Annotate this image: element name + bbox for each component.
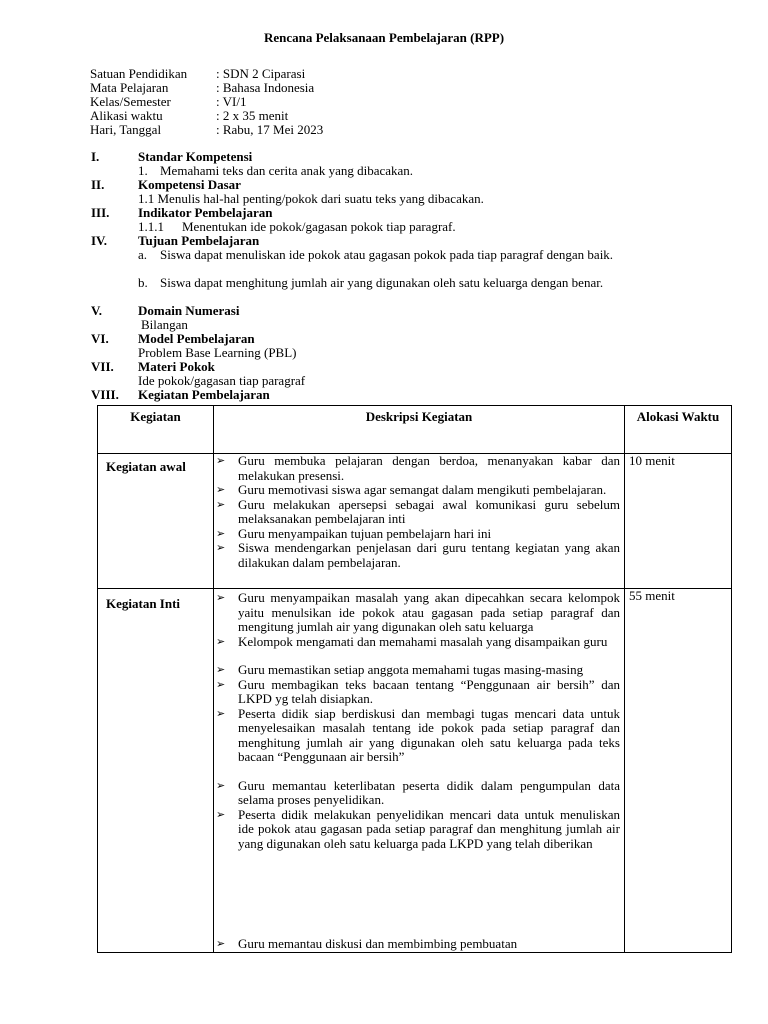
arrow-bullet-icon: ➢ (216, 497, 226, 511)
section-number: III. (91, 205, 110, 220)
activity-text: Guru melakukan apersepsi sebagai awal komunikasi guru sebelum melaksanakan pembelajaran inti (238, 496, 620, 526)
time-allocation: 10 menit (625, 454, 732, 589)
activity-cell (214, 589, 625, 953)
item-letter: b. (138, 275, 148, 290)
activity-text: Guru membuka pelajaran dengan berdoa, menanyakan kabar dan melakukan presensi. (238, 453, 620, 483)
arrow-bullet-icon: ➢ (216, 454, 226, 467)
arrow-bullet-icon: ➢ (216, 706, 226, 720)
list-item (214, 483, 620, 498)
list-item (214, 808, 620, 852)
activity-list (214, 454, 624, 570)
section-number: VII. (91, 359, 114, 374)
list-item (214, 527, 620, 542)
row-label: Kegiatan Inti (98, 589, 214, 953)
activity-text: Peserta didik siap berdiskusi dan membagi tugas mencari data untuk menyelesaikan masalah tentang ide pokok pada setiap paragraf dan menghitung jumlah air yang digunakan oleh satu keluarga pada teks bacaan “Penggunaan air bersih” (238, 705, 620, 764)
section-number: VIII. (91, 387, 119, 402)
section-heading: Model Pembelajaran (138, 331, 255, 346)
row-label: Kegiatan awal (98, 454, 214, 589)
kegiatan-table (97, 405, 732, 953)
section-item: Siswa dapat menuliskan ide pokok atau gagasan pokok pada tiap paragraf dengan baik. (160, 247, 614, 262)
list-item (214, 541, 620, 570)
item-letter: a. (138, 247, 148, 262)
identity-key: Mata Pelajaran (90, 80, 169, 95)
section-heading: Domain Numerasi (138, 303, 240, 318)
activity-text: Guru menyampaikan tujuan pembelajarn hari ini (238, 525, 492, 541)
section-heading: Kompetensi Dasar (138, 177, 241, 192)
list-item (214, 454, 620, 483)
section-item: Memahami teks dan cerita anak yang dibacakan. (160, 163, 414, 178)
activity-text: Guru memantau diskusi dan membimbing pembuatan (238, 936, 518, 951)
section-item: 1.1 Menulis hal-hal penting/pokok dari suatu teks yang dibacakan. (138, 191, 484, 206)
arrow-bullet-icon: ➢ (216, 937, 226, 950)
identity-value: : SDN 2 Ciparasi (216, 66, 306, 81)
activity-text: Peserta didik melakukan penyelidikan mencari data untuk menuliskan ide pokok atau gagasan pada setiap paragraf dan menghitung jumlah air yang digunakan oleh satu keluarga pada LKPD yang telah diberikan (238, 806, 620, 851)
arrow-bullet-icon: ➢ (216, 634, 226, 648)
section-item: Ide pokok/gagasan tiap paragraf (138, 373, 306, 388)
section-heading: Tujuan Pembelajaran (138, 233, 260, 248)
column-header-kegiatan: Kegiatan (98, 406, 214, 454)
section-number: I. (91, 149, 100, 164)
identity-key: Alikasi waktu (90, 108, 163, 123)
list-item (214, 937, 620, 952)
arrow-bullet-icon: ➢ (216, 807, 226, 821)
arrow-bullet-icon: ➢ (216, 483, 226, 496)
identity-value: : VI/1 (216, 94, 247, 109)
section-number: II. (91, 177, 105, 192)
activity-text: Guru menyampaikan masalah yang akan dipecahkan secara kelompok yaitu menulsikan ide pokok atau gagasan pada setiap paragraf dan mengitung jumlah air yang digunakan oleh satu keluarga (238, 590, 620, 634)
section-item: Menentukan ide pokok/gagasan pokok tiap paragraf. (182, 219, 456, 234)
document-title: Rencana Pelaksanaan Pembelajaran (RPP) (263, 30, 505, 45)
table-row-kegiatan-inti (98, 589, 732, 953)
identity-value: : Bahasa Indonesia (216, 80, 315, 95)
list-item (214, 678, 620, 707)
section-item: Bilangan (141, 317, 188, 332)
section-number: IV. (91, 233, 108, 248)
list-item (214, 779, 620, 808)
arrow-bullet-icon: ➢ (216, 778, 226, 792)
column-header-alokasi: Alokasi Waktu (625, 406, 732, 454)
section-heading: Materi Pokok (138, 359, 215, 374)
list-item (214, 635, 620, 650)
activity-text: Guru memantau keterlibatan peserta didik dalam pengumpulan data selama proses penyelidikan. (238, 777, 620, 807)
identity-key: Satuan Pendidikan (90, 66, 188, 81)
activity-text: Kelompok mengamati dan memahami masalah yang disampaikan guru (238, 633, 608, 649)
section-number: V. (91, 303, 102, 318)
activity-text: Guru membagikan teks bacaan tentang “Penggunaan air bersih” dan LKPD yg telah disiapkan. (238, 676, 620, 706)
arrow-bullet-icon: ➢ (216, 591, 226, 604)
table-header-row (98, 406, 732, 454)
activity-text: Guru memastikan setiap anggota memahami tugas masing-masing (238, 662, 584, 677)
list-item (214, 707, 620, 765)
activity-text: Siswa mendengarkan penjelasan dari guru tentang kegiatan yang akan dilakukan dalam pembelajaran. (238, 540, 620, 570)
section-item: Problem Base Learning (PBL) (138, 345, 297, 360)
list-item (214, 591, 620, 635)
identity-value: : 2 x 35 menit (216, 108, 289, 123)
arrow-bullet-icon: ➢ (216, 526, 226, 540)
activity-text: Guru memotivasi siswa agar semangat dalam mengikuti pembelajaran. (238, 482, 607, 497)
arrow-bullet-icon: ➢ (216, 541, 226, 554)
item-number: 1. (138, 163, 148, 178)
list-item (214, 663, 620, 678)
list-item (214, 498, 620, 527)
section-heading: Standar Kompetensi (138, 149, 253, 164)
identity-value: : Rabu, 17 Mei 2023 (216, 122, 324, 137)
section-heading: Kegiatan Pembelajaran (138, 387, 270, 402)
identity-key: Kelas/Semester (90, 94, 171, 109)
section-heading: Indikator Pembelajaran (138, 205, 273, 220)
column-header-deskripsi: Deskripsi Kegiatan (214, 406, 625, 454)
time-allocation: 55 menit (625, 589, 732, 953)
section-item: Siswa dapat menghitung jumlah air yang digunakan oleh satu keluarga dengan benar. (160, 275, 604, 290)
table-row-kegiatan-awal (98, 454, 732, 589)
arrow-bullet-icon: ➢ (216, 677, 226, 691)
arrow-bullet-icon: ➢ (216, 663, 226, 676)
activity-list (214, 591, 624, 952)
activity-cell (214, 454, 625, 589)
section-number: VI. (91, 331, 109, 346)
identity-key: Hari, Tanggal (90, 122, 162, 137)
item-number: 1.1.1 (138, 219, 164, 234)
